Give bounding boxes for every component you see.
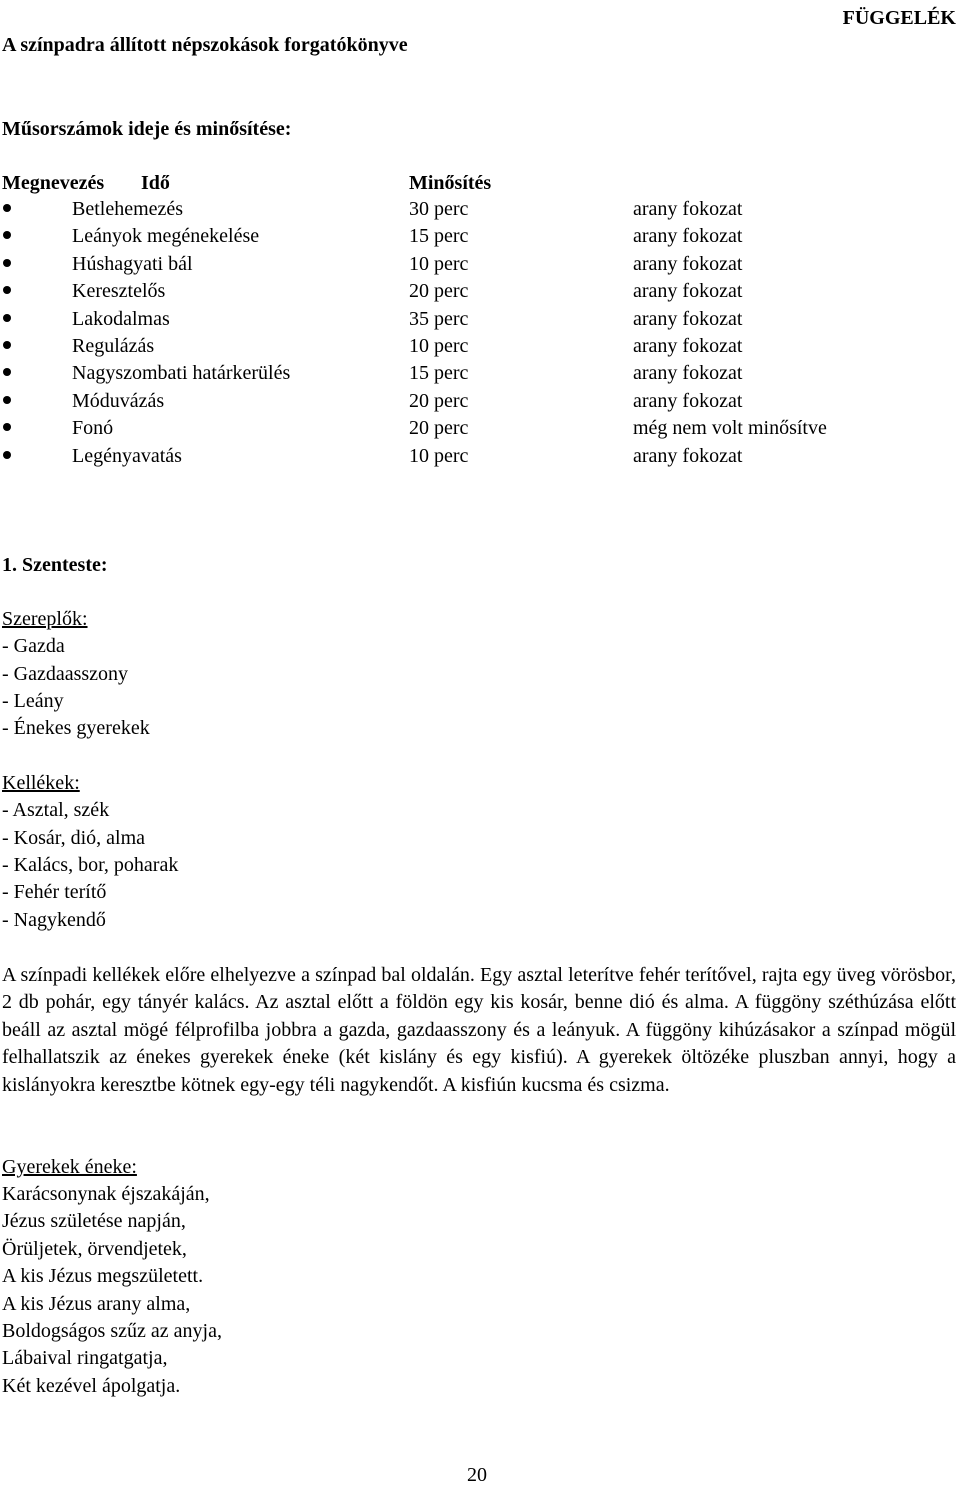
page-number: 20 — [467, 1464, 487, 1486]
bullet-icon — [3, 204, 11, 212]
row-rating: arany fokozat — [633, 225, 743, 247]
bullet-icon — [3, 314, 11, 322]
list-item: - Gazda — [2, 635, 65, 657]
list-item: - Gazdaasszony — [2, 663, 129, 685]
row-time: 20 perc — [409, 280, 469, 302]
header-time: Idő — [141, 172, 170, 194]
song-line: Jézus születése napján, — [2, 1210, 186, 1232]
bullet-icon — [3, 231, 11, 239]
row-name: Húshagyati bál — [72, 253, 193, 275]
appendix-label: FÜGGELÉK — [842, 7, 956, 29]
bullet-icon — [3, 423, 11, 431]
row-time: 10 perc — [409, 253, 469, 275]
row-name: Nagyszombati határkerülés — [72, 362, 291, 384]
scene-title: 1. Szenteste: — [2, 554, 108, 576]
row-time: 15 perc — [409, 225, 469, 247]
list-item: - Énekes gyerekek — [2, 717, 150, 739]
song-line: Karácsonynak éjszakáján, — [2, 1183, 210, 1205]
row-name: Lakodalmas — [72, 308, 170, 330]
row-rating: arany fokozat — [633, 280, 743, 302]
row-rating: arany fokozat — [633, 445, 743, 467]
row-time: 20 perc — [409, 390, 469, 412]
header-rating: Minősítés — [409, 172, 492, 194]
row-rating: arany fokozat — [633, 198, 743, 220]
row-name: Keresztelős — [72, 280, 166, 302]
props-label: Kellékek: — [2, 772, 80, 794]
row-name: Leányok megénekelése — [72, 225, 260, 247]
scene-description: A színpadi kellékek előre elhelyezve a színpad bal oldalán. Egy asztal leterítve fehér terítővel, rajta egy üveg vörösbor, 2 db pohár, egy tányér kalács. Az asztal előtt a földön egy kis kosár, benne dió és alma. A függöny széthúzása előtt beáll az asztal mögé félprofilba jobbra a gazda, gazdaasszony és a leányuk. A függöny kihúzásakor a színpad mögül felhallatszik az énekes gyerekek éneke (két kislány és egy kisfiú). A gyerekek öltözéke pluszban annyi, hogy a kislányokra keresztbe kötnek egy-egy téli nagykendőt. A kisfiún kucsma és csizma. — [2, 964, 956, 1096]
song-line: Lábaival ringatgatja, — [2, 1347, 168, 1369]
row-time: 10 perc — [409, 445, 469, 467]
song-line: Két kezével ápolgatja. — [2, 1375, 181, 1397]
cast-label: Szereplők: — [2, 608, 88, 630]
bullet-icon — [3, 451, 11, 459]
song-line: Boldogságos szűz az anyja, — [2, 1320, 222, 1342]
header-name: Megnevezés — [2, 172, 105, 194]
row-name: Móduvázás — [72, 390, 165, 412]
song-line: A kis Jézus megszületett. — [2, 1265, 204, 1287]
row-name: Legényavatás — [72, 445, 182, 467]
bullet-icon — [3, 259, 11, 267]
row-rating: arany fokozat — [633, 335, 743, 357]
song-line: A kis Jézus arany alma, — [2, 1293, 191, 1315]
row-rating: még nem volt minősítve — [633, 417, 827, 439]
row-name: Regulázás — [72, 335, 155, 357]
list-item: - Kosár, dió, alma — [2, 827, 146, 849]
row-rating: arany fokozat — [633, 390, 743, 412]
bullet-icon — [3, 286, 11, 294]
song-label: Gyerekek éneke: — [2, 1156, 137, 1178]
row-rating: arany fokozat — [633, 253, 743, 275]
section-title: Műsorszámok ideje és minősítése: — [2, 118, 292, 140]
row-time: 10 perc — [409, 335, 469, 357]
row-time: 15 perc — [409, 362, 469, 384]
list-item: - Leány — [2, 690, 64, 712]
bullet-icon — [3, 341, 11, 349]
list-item: - Fehér terítő — [2, 881, 107, 903]
bullet-icon — [3, 396, 11, 404]
list-item: - Nagykendő — [2, 909, 106, 931]
row-rating: arany fokozat — [633, 362, 743, 384]
document-title: A színpadra állított népszokások forgatókönyve — [2, 34, 408, 56]
list-item: - Kalács, bor, poharak — [2, 854, 179, 876]
list-item: - Asztal, szék — [2, 799, 110, 821]
row-name: Fonó — [72, 417, 114, 439]
row-time: 20 perc — [409, 417, 469, 439]
row-time: 35 perc — [409, 308, 469, 330]
song-line: Örüljetek, örvendjetek, — [2, 1238, 187, 1260]
bullet-icon — [3, 368, 11, 376]
row-name: Betlehemezés — [72, 198, 184, 220]
row-time: 30 perc — [409, 198, 469, 220]
row-rating: arany fokozat — [633, 308, 743, 330]
